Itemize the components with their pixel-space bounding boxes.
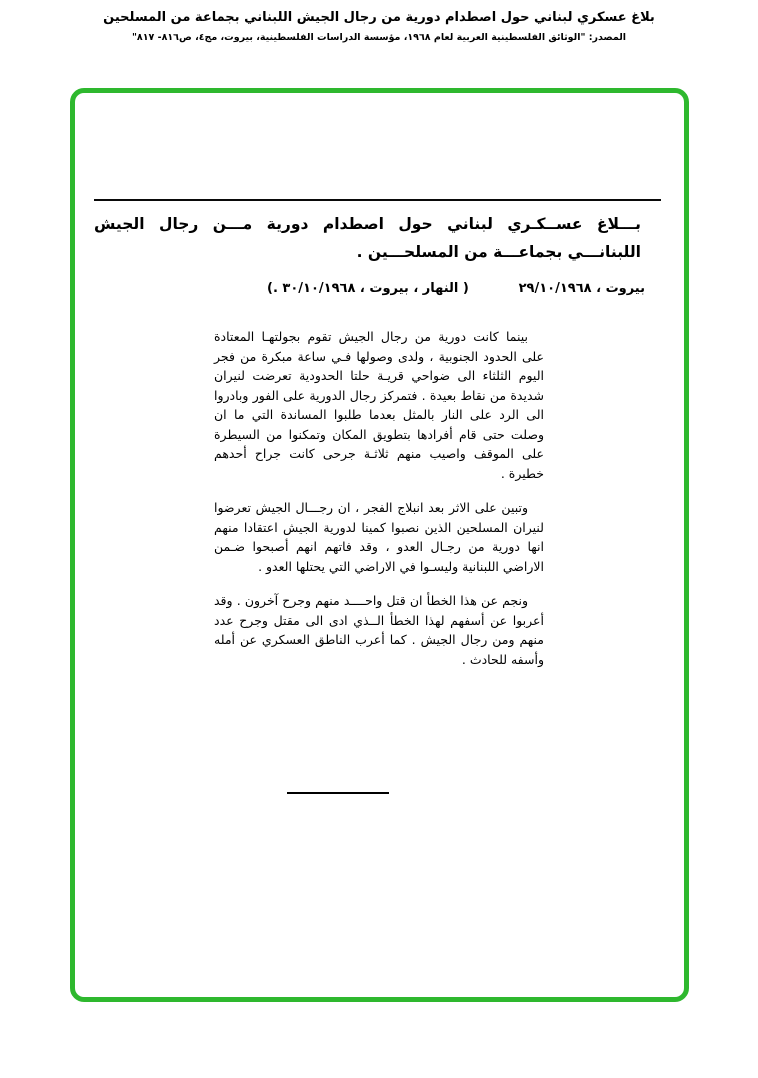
document-body [214,327,544,684]
document-title: بـــلاغ عســكـري لبناني حول اصطدام دورية مـــن رجال الجيش اللبنانـــي بجماعـــة من المسلحـــين . [94,215,641,261]
dateline-place-date: بيروت ، ٢٩/١٠/١٩٦٨ [518,281,645,296]
dateline-source-ref: ( النهار ، بيروت ، ٣٠/١٠/١٩٦٨ .) [267,281,469,296]
body-paragraph: ونجم عن هذا الخطأ ان قتل واحــــد منهم وجرح آخرون . وقد أعربوا عن أسفهم لهذا الخطأ الــذي ادى الى مقتل وجرح عدد منهم ومن رجال الجيش . كما أعرب الناطق العسكري عن أمله وأسفه للحادث . [214,593,544,667]
header-source-line: المصدر: "الوثائق الفلسطينية العربية لعام ١٩٦٨، مؤسسة الدراسات الفلسطينية، بيروت، مج٤، ص٨١٦- ٨١٧" [131,32,627,43]
page-header [0,10,758,43]
header-title: بلاغ عسكري لبناني حول اصطدام دورية من رجال الجيش اللبناني بجماعة من المسلحين [103,10,655,25]
body-paragraph: وتبين على الاثر بعد انبلاج الفجر ، ان رجـــال الجيش تعرضوا لنيران المسلحين الذين نصبوا كمينا لدورية الجيش اعتقادا منهم انها دورية من رجـال العدو ، وقد فاتهم انهم أصبحوا ضـمن الاراضي اللبنانية وليسـوا في الاراضي التي يحتلها العدو . [214,500,544,574]
end-divider [287,792,389,794]
document-frame [70,88,689,1002]
title-divider [94,199,661,201]
dateline [267,281,645,296]
body-paragraph: بينما كانت دورية من رجال الجيش تقوم بجولتهـا المعتادة على الحدود الجنوبية ، ولدى وصولها فـي ساعة مبكرة من فجر اليوم الثلثاء الى ضواحي قريـة حلتا الحدودية تعرضت لنيران شديدة من نقاط بعيدة . فتمركز رجال الدورية على الفور وبادروا الى الرد على النار بالمثل بعدما طلبوا المساندة التي ما ان وصلت حتى قام أفرادها بتطويق المكان وتمكنوا من السيطرة على الموقف واصيب منهم ثلاثـة جرحى كانت جراح أحدهم خطيرة . [214,329,544,481]
